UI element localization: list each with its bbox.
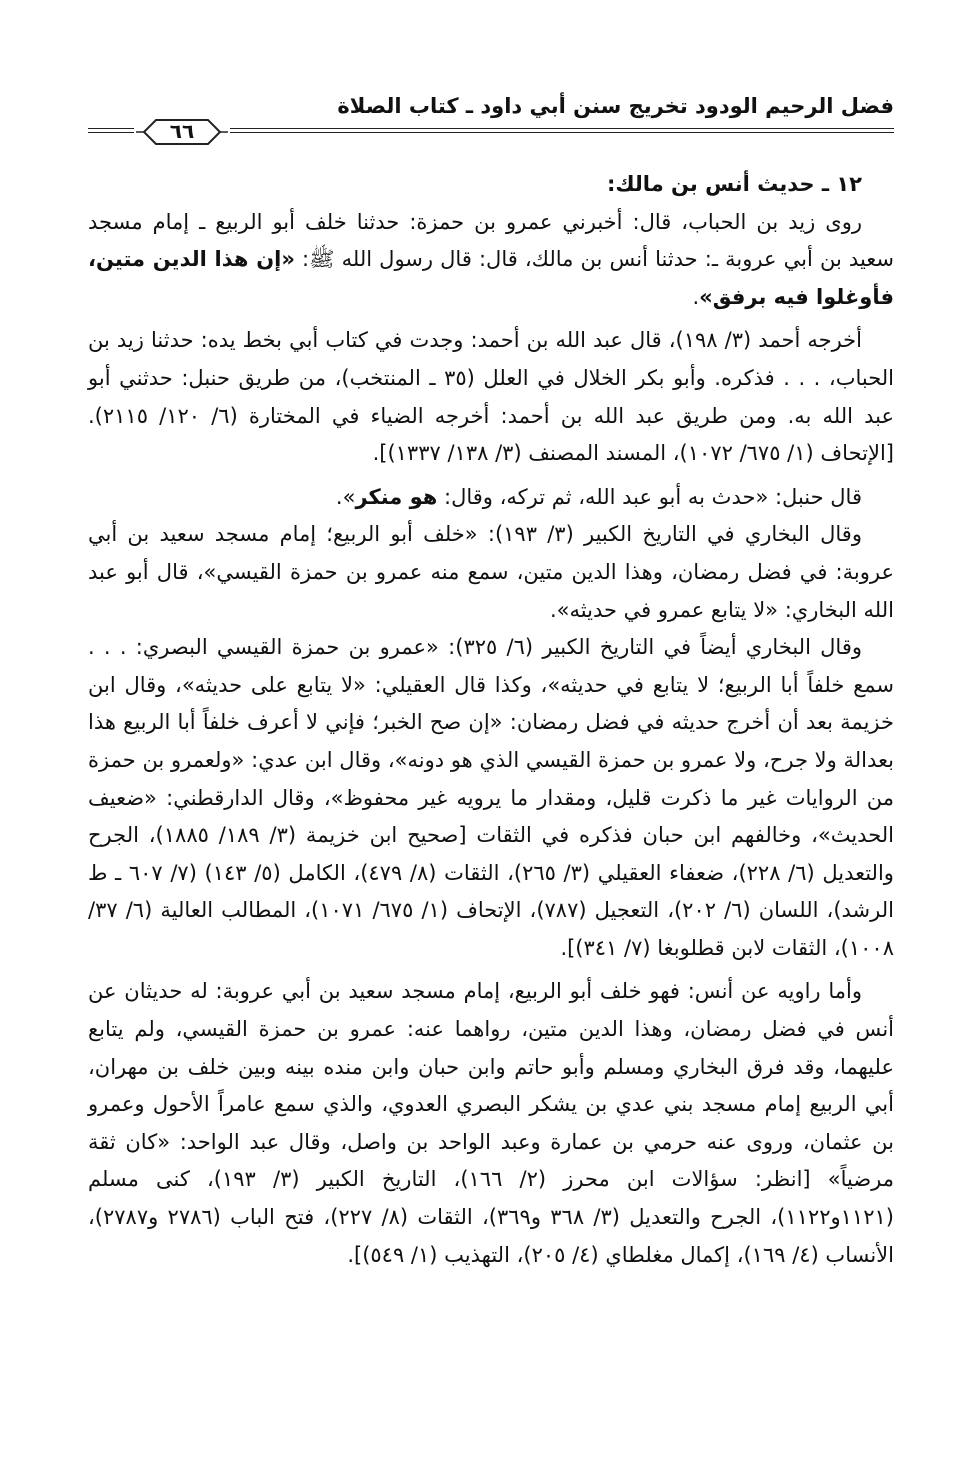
- page-number-ornament: [134, 116, 230, 148]
- page-number: ٦٦: [169, 119, 195, 143]
- paragraph-hanbal: [88, 479, 894, 517]
- section-heading: ١٢ ـ حديث أنس بن مالك:: [606, 172, 862, 196]
- hadith-chain: روى زيد بن الحباب، قال: أخبرني عمرو بن حمزة: حدثنا خلف أبو الربيع ـ إمام مسجد سعيد بن أبي عروبة ـ: حدثنا أنس بن مالك، قال: قال رسول الله ﷺ:: [88, 209, 895, 272]
- hanbal-end: ».: [335, 484, 356, 509]
- paragraph-hadith: [88, 204, 894, 317]
- hanbal-verdict: هو منكر: [355, 484, 438, 509]
- page-header: [88, 92, 894, 152]
- paragraph-bukhari-2: وقال البخاري أيضاً في التاريخ الكبير (٦/ ٣٢٥): «عمرو بن حمزة القيسي البصري: . . . سمع خلفاً أبا الربيع؛ لا يتابع في حديثه»، وكذا قال العقيلي: «لا يتابع على حديثه»، وقال ابن خزيمة بعد أن أخرج حديثه في فضل رمضان: «إن صح الخبر؛ فإني لا أعرف خلفاً أبا الربيع هذا بعدالة ولا جرح، ولا عمرو بن حمزة القيسي الذي هو دونه»، وقال ابن عدي: «ولعمرو بن حمزة من الروايات غير ما ذكرت قليل، ومقدار ما يرويه غير محفوظ»، وقال الدارقطني: «ضعيف الحديث»، وخالفهم ابن حبان فذكره في الثقات [صحيح ابن خزيمة (٣/ ١٨٩/ ١٨٨٥)، الجرح والتعديل (٦/ ٢٢٨)، ضعفاء العقيلي (٣/ ٢٦٥)، الثقات (٨/ ٤٧٩)، الكامل (٥/ ١٤٣) (٧/ ٦٠٧ ـ ط الرشد)، اللسان (٦/ ٢٠٢)، التعجيل (٧٨٧)، الإتحاف (١/ ٦٧٥/ ١٠٧١)، المطالب العالية (٦/ ٣٧/ ١٠٠٨)، الثقات لابن قطلوبغا (٧/ ٣٤١)].: [88, 635, 894, 960]
- paragraph-narrator: وأما راويه عن أنس: فهو خلف أبو الربيع، إمام مسجد سعيد بن أبي عروبة: له حديثان عن أنس في فضل رمضان، وهذا الدين متين، رواهما عنه: عمرو بن حمزة القيسي، ولم يتابع عليهما، وقد فرق البخاري ومسلم وأبو حاتم وابن حبان وابن منده بينه وبين خلف بن مهران، أبي الربيع إمام مسجد بني عدي بن يشكر البصري العدوي، والذي سمع عامراً الأحول وعمرو بن عثمان، وروى عنه حرمي بن عمارة وعبد الواحد بن واصل، وقال عبد الواحد: «كان ثقة مرضياً» [انظر: سؤالات ابن محرز (٢/ ١٦٦)، التاريخ الكبير (٣/ ١٩٣)، كنى مسلم (١١٢١و١١٢٢)، الجرح والتعديل (٣/ ٣٦٨ و٣٦٩)، الثقات (٨/ ٢٢٧)، فتح الباب (٢٧٨٦ و٢٧٨٧)، الأنساب (٤/ ١٦٩)، إكمال مغلطاي (٤/ ٢٠٥)، التهذيب (١/ ٥٤٩)].: [88, 979, 894, 1267]
- hadith-text: «إن هذا الدين متين، فأوغلوا فيه برفق»: [88, 247, 894, 309]
- hanbal-quote: قال حنبل: «حدث به أبو عبد الله، ثم تركه، وقال:: [437, 484, 862, 509]
- main-text: [88, 166, 894, 1274]
- hadith-end: .: [692, 284, 700, 309]
- running-title: فضل الرحيم الودود تخريج سنن أبي داود ـ كتاب الصلاة: [337, 94, 894, 118]
- paragraph-bukhari: وقال البخاري في التاريخ الكبير (٣/ ١٩٣): «خلف أبو الربيع؛ إمام مسجد سعيد بن أبي عروبة: في فضل رمضان، وهذا الدين متين، سمع منه عمرو بن حمزة القيسي»، قال أبو عبد الله البخاري: «لا يتابع عمرو في حديثه».: [88, 522, 894, 622]
- paragraph-takhrij: أخرجه أحمد (٣/ ١٩٨)، قال عبد الله بن أحمد: وجدت في كتاب أبي بخط يده: حدثنا زيد بن الحباب، . . . فذكره. وأبو بكر الخلال في العلل (٣٥ ـ المنتخب)، من طريق حنبل: حدثني أبو عبد الله به. ومن طريق عبد الله بن أحمد: أخرجه الضياء في المختارة (٦/ ١٢٠/ ٢١١٥). [الإتحاف (١/ ٦٧٥/ ١٠٧٢)، المسند المصنف (٣/ ١٣٨/ ١٣٣٧)].: [88, 328, 895, 466]
